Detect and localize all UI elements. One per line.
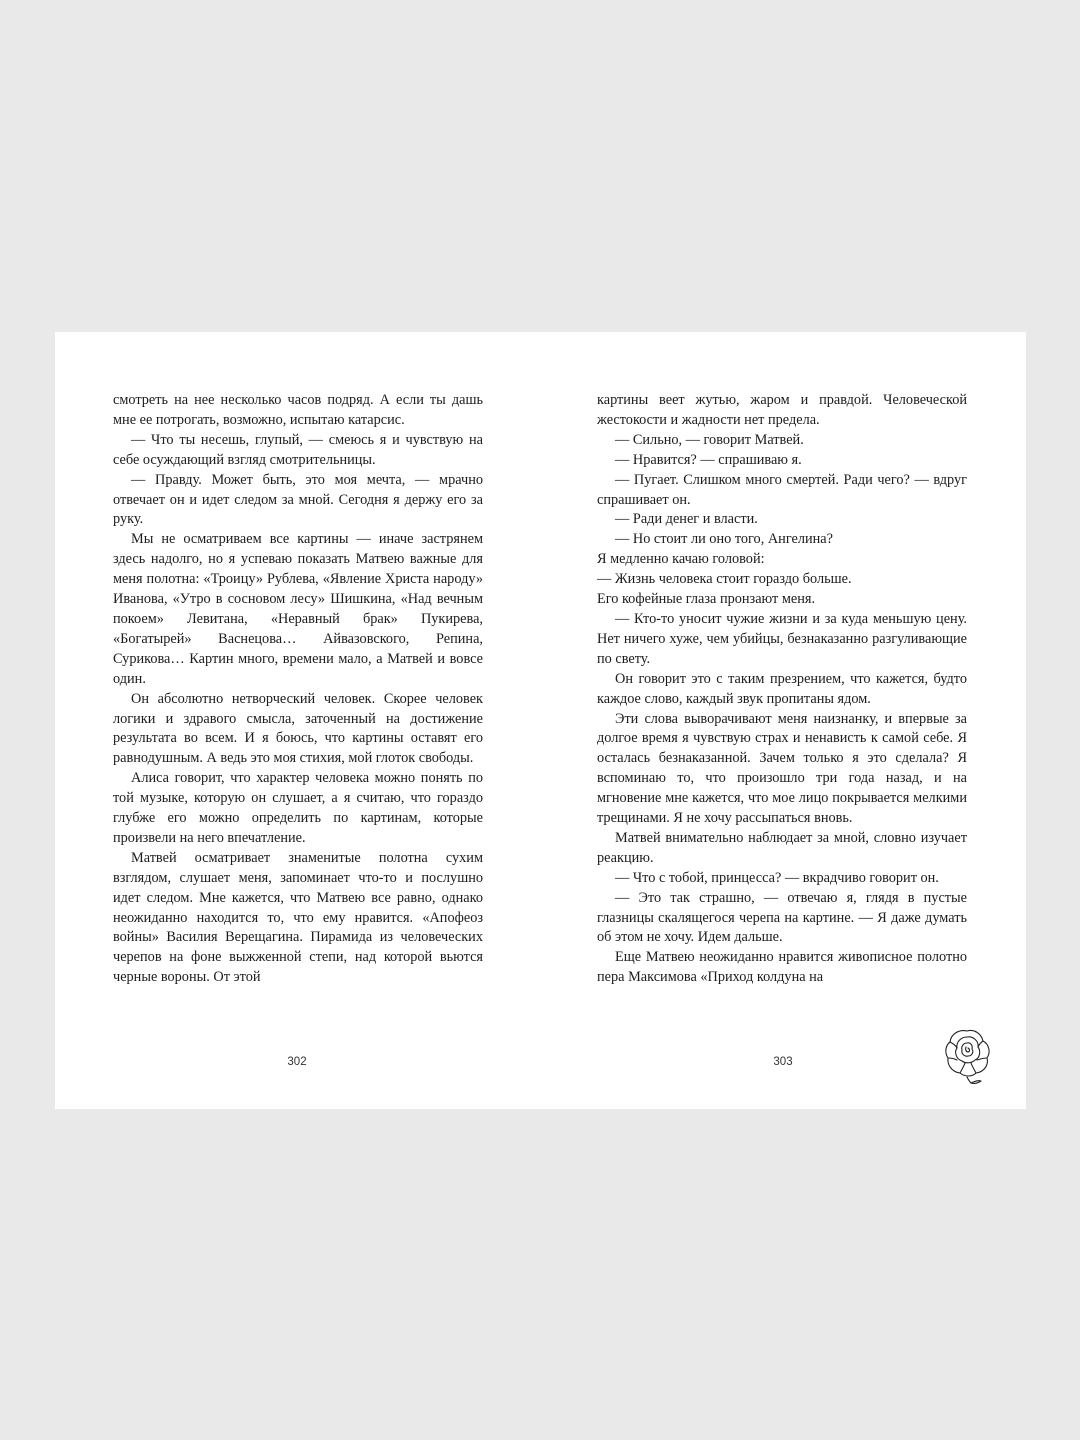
paragraph: Алиса говорит, что характер человека можно понять по той музыке, которую он слушает, а я считаю, что гораздо глубже его можно определить по картинам, которые произвели на него впечатление. — [113, 770, 483, 846]
paragraph: — Ради денег и власти. — [615, 511, 758, 528]
paragraph: Я медленно качаю головой: — [597, 551, 765, 568]
right-page-text — [597, 391, 967, 988]
paragraph: — Это так страшно, — отвечаю я, глядя в пустые глазницы скалящегося черепа на картине. — Я даже думать об этом не хочу. Идем дальше. — [597, 889, 967, 946]
paragraph: Эти слова выворачивают меня наизнанку, и впервые за долгое время я чувствую страх и ненависть к самой себе. Я осталась безнаказанной. Зачем только я это сделала? Я вспоминаю то, что произошло три года назад, и на мгновение мне кажется, что мое лицо покрывается мелкими трещинами. Я не хочу рассыпаться вновь. — [597, 710, 967, 827]
paragraph: — Сильно, — говорит Матвей. — [615, 431, 804, 448]
paragraph: Он абсолютно нетворческий человек. Скорее человек логики и здравого смысла, заточенный на достижение результата во всем. И я боюсь, что картины оставят его равнодушным. А ведь это моя стихия, мой глоток свободы. — [113, 690, 483, 767]
left-page-text — [113, 391, 483, 988]
page-number-left: 302 — [287, 1056, 307, 1068]
paragraph: — Что ты несешь, глупый, — смеюсь я и чувствую на себе осуждающий взгляд смотрительницы. — [113, 431, 483, 468]
paragraph: Он говорит это с таким презрением, что кажется, будто каждое слово, каждый звук пропитаны ядом. — [597, 670, 967, 707]
paragraph: — Жизнь человека стоит гораздо больше. — [597, 571, 852, 588]
paragraph: смотреть на нее несколько часов подряд. А если ты дашь мне ее потрогать, возможно, испытаю катарсис. — [113, 392, 483, 428]
paragraph: Мы не осматриваем все картины — иначе застрянем здесь надолго, но я успеваю показать Матвею важные для меня полотна: «Троицу» Рублева, «Явление Христа народу» Иванова, «Утро в сосновом лесу» Шишкина, «Над вечным покоем» Левитана, «Неравный брак» Пукирева, «Богатырей» Васнецова… Айвазовского, Репина, Сурикова… Картин много, времени мало, а Матвей и вовсе один. — [113, 531, 483, 687]
paragraph: — Нравится? — спрашиваю я. — [615, 451, 802, 468]
paragraph: — Кто-то уносит чужие жизни и за куда меньшую цену. Нет ничего хуже, чем убийцы, безнаказанно разгуливающие по свету. — [597, 610, 967, 667]
page-number-right: 303 — [773, 1056, 793, 1068]
paragraph: Его кофейные глаза пронзают меня. — [597, 591, 816, 608]
paragraph: Матвей внимательно наблюдает за мной, словно изучает реакцию. — [597, 829, 967, 866]
paragraph: — Пугает. Слишком много смертей. Ради чего? — вдруг спрашивает он. — [597, 471, 967, 508]
book-spread — [55, 332, 1026, 1109]
paragraph: — Но стоит ли оно того, Ангелина? — [615, 531, 833, 548]
paragraph: Еще Матвею неожиданно нравится живописное полотно пера Максимова «Приход колдуна на — [597, 949, 967, 986]
paragraph: картины веет жутью, жаром и правдой. Человеческой жестокости и жадности нет предела. — [597, 392, 967, 428]
paragraph: — Правду. Может быть, это моя мечта, — мрачно отвечает он и идет следом за мной. Сегодня я держу его за руку. — [113, 471, 483, 528]
rose-icon — [941, 1025, 993, 1085]
paragraph: Матвей осматривает знаменитые полотна сухим взглядом, слушает меня, запоминает что-то и послушно идет следом. Мне кажется, что Матвею все равно, однако неожиданно находится то, что ему нравится. «Апофеоз войны» Василия Верещагина. Пирамида из человеческих черепов на фоне выжженной степи, над которой вьются черные вороны. От этой — [113, 849, 483, 986]
paragraph: — Что с тобой, принцесса? — вкрадчиво говорит он. — [615, 869, 939, 886]
